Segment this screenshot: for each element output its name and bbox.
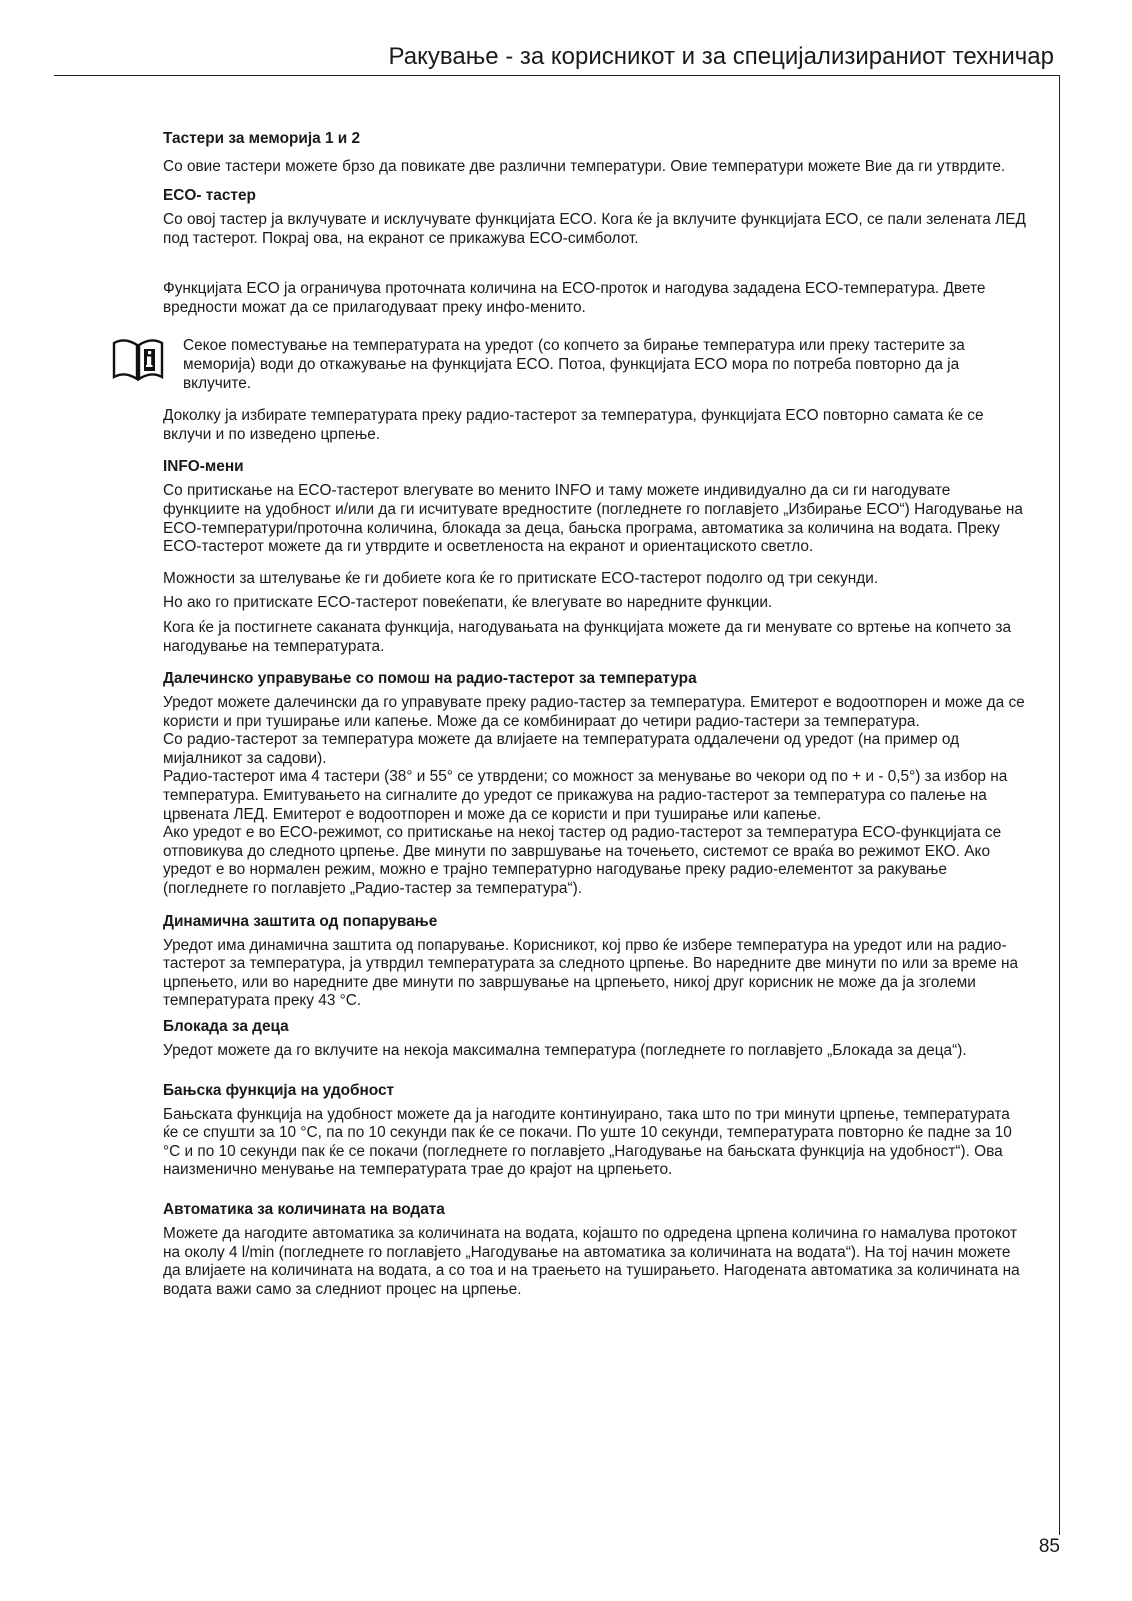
section-paragraph: Уредот можете да го вклучите на некоја максимална температура (погледнете го поглавјето „Блокада за деца“). [163,1042,967,1059]
section-scald-protection [163,912,1028,1011]
section-paragraph: Но ако го притискате ECO-тастерот повеќепати, ќе влегувате во наредните функции. [163,594,773,612]
section-heading: ECO- тастер [163,187,256,204]
section-paragraph: Бањската функција на удобност можете да ја нагодите континуирано, така што по три минути црпење, температурата ќе се спушти за 10 °C, па по 10 секунди пак ќе се покачи. По уште 10 секунди, температурата повторно ќе падне за 10 °C и по 10 секунди пак ќе се покачи (погледнете го поглавјето „Нагодување на бањската функција на удобност“). Ова наизменично менување на температурата трае до крајот на црпењето. [163,1105,1012,1179]
info-note [163,337,1028,393]
section-bath-comfort [163,1081,1028,1180]
section-paragraph: Кога ќе ја постигнете саканата функција, нагодувањата на функцијата можете да ги менувате со вртење на копчето за нагодување на температурата. [163,618,1011,655]
header-rule [54,75,1060,76]
section-paragraph: Уредот можете далечински да го управувате преку радио-тастер за температура. Емитерот е водоотпорен и може да се користи и при туширање или капење. Може да се комбинираат до четири радио-тастери за температура. [163,694,1025,730]
section-paragraph: Ако уредот е во ECO-режимот, со притискање на некој тастер од радио-тастерот за температура ECO-функцијата се отповикува до следното црпење. Две минути по завршување на точењето, системот се враќа во режимот ЕКО. Ако уредот е во нормален режим, можно е трајно температурно нагодување преку радио-елементот за ракување (погледнете го поглавјето „Радио-тастер за температура“). [163,824,1002,898]
section-heading: INFO-мени [163,458,244,476]
section-water-automatic [163,1200,1028,1299]
document-body [163,129,1028,1299]
section-child-lock [163,1017,1028,1061]
section-heading: Далечинско управување со помош на радио-тастерот за температура [163,670,697,688]
section-paragraph: Радио-тастерот има 4 тастери (38° и 55° се утврдени; со можност за менување во чекори од по + и - 0,5°) за избор на температура. Емитувањето на сигналите до уредот се прикажува на радио-тастерот за температура со палење на црвената ЛЕД. Емитерот е водоотпорен и може да се користи и при туширање или капење. [163,768,1008,823]
info-book-icon [111,335,165,383]
section-paragraph: Со овие тастери можете брзо да повикате две различни температури. Овие температури можете Вие да ги утврдите. [163,158,1006,175]
section-paragraph: Со овој тастер ја вклучувате и исклучувате функцијата ECO. Кога ќе ја вклучите функцијата ECO, се пали зелената ЛЕД под тастерот. Покрај ова, на екранот се прикажува ECO-симболот. [163,211,1026,247]
section-paragraph: Можности за штелување ќе ги добиете кога ќе го притискате ECO-тастерот подолго од три секунди. [163,569,879,587]
side-rule [1059,75,1060,1535]
note-text: Секое поместување на температурата на уредот (со копчето за бирање температура или преку тастерите за меморија) води до откажување на функцијата ECO. Потоа, функцијата ECO мора по потреба повторно да ја вклучите. [183,337,965,392]
section-eco-button [163,186,1028,444]
section-paragraph: Со радио-тастерот за температура можете да влијаете на температурата оддалечени од уредот (на пример од мијалникот за садови). [163,731,960,767]
section-heading: Динамична заштита од попарување [163,912,438,930]
section-paragraph: Уредот има динамична заштита од попарување. Корисникот, кој прво ќе избере температура на уредот или на радио-тастерот за температура, ја утврдил температурата за следното црпење. Во наредните две минути по или за време на црпењето, или во наредните две минути по завршување на црпењето, никој друг корисник не може да ја зголеми температурата преку 43 °C. [163,936,1019,1010]
section-paragraph: Со притискање на ECO-тастерот влегувате во менито INFO и таму можете индивидуално да си ги нагодувате функциите на удобност и/или да ги исчитувате вредностите (погледнете го поглавјето „Избирање ECO“) Нагодување на ECO-температури/проточна количина, блокада за деца, бањска програма, автоматика за количина на водата. Преку ECO-тастерот можете да ги утврдите и осветленоста на екранот и ориентацискoто светло. [163,482,1023,556]
section-heading: Бањска функција на удобност [163,1081,395,1099]
section-info-menu [163,457,1028,656]
section-paragraph: Можете да нагодите автоматика за количината на водата, којашто по одредена црпена количина го намалува протокот на околу 4 l/min (погледнете го поглавјето „Нагодување на автоматика за количината на водата“). На тој начин можете да влијаете на количината на водата, а со тоа и на траењето на туширањето. Нагодената автоматика за количината на водата важи само за следниот процес на црпење. [163,1224,1020,1298]
section-heading: Тастери за меморија 1 и 2 [163,130,361,147]
page-number: 85 [1038,1536,1060,1557]
section-memory-buttons [163,129,1028,180]
page-header-title: Ракување - за корисникот и за специјализираниот техничар [388,43,1054,70]
section-heading: Автоматика за количината на водата [163,1200,445,1218]
section-remote-control [163,669,1028,899]
section-paragraph: Функцијата ECO ја ограничува проточната количина на ECO-проток и нагодува зададена ECO-температура. Двете вредности можат да се прилагодуваат преку инфо-менито. [163,280,986,316]
section-heading: Блокада за деца [163,1018,289,1035]
section-paragraph: Доколку ја избирате температурата преку радио-тастерот за температура, функцијата ECO повторно самата ќе се вклучи и по изведено црпење. [163,407,984,443]
